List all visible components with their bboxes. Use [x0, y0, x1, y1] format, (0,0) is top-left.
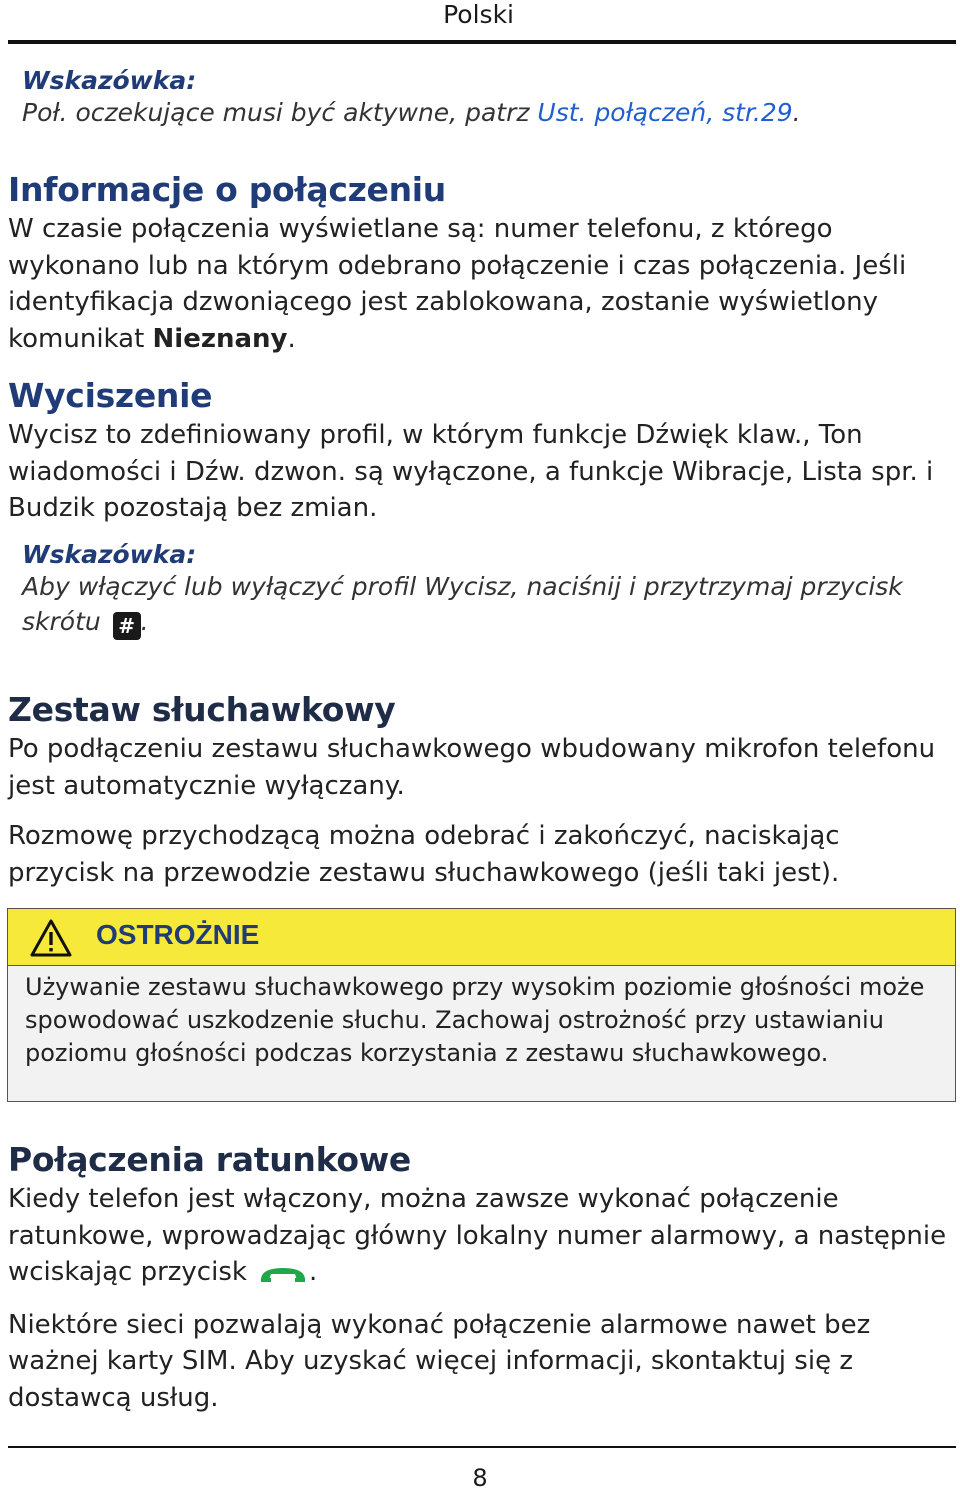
header-language: Polski: [443, 0, 514, 29]
top-rule: [8, 40, 956, 44]
page-number: 8: [472, 1464, 488, 1492]
body-text: Kiedy telefon jest włączony, można zawsze wykonać połączenie ratunkowe, wprowadzając główny lokalny numer alarmowy, a następnie wciskając przycisk: [8, 1184, 947, 1287]
tip-text-before: Poł. oczekujące musi być aktywne, patrz: [22, 98, 538, 127]
section-body: Wycisz to zdefiniowany profil, w którym funkcje Dźwięk klaw., Ton wiadomości i Dźw. dzwon. są wyłączone, a funkcje Wibracje, Lista spr. i Budzik pozostają bez zmian.: [8, 420, 934, 523]
caution-text: Używanie zestawu słuchawkowego przy wysokim poziomie głośności może spowodować uszkodzenie słuchu. Zachowaj ostrożność przy ustawianiu poziomu głośności podczas korzystania z zestawu słuchawkowego.: [25, 973, 925, 1067]
tip-block: [22, 540, 942, 640]
settings-link[interactable]: Ust. połączeń, str.29: [537, 98, 793, 127]
section-title: Zestaw słuchawkowy: [8, 690, 396, 729]
body-text-end: .: [287, 323, 296, 354]
tip-block: [22, 66, 942, 130]
tip-label: Wskazówka:: [22, 66, 197, 95]
tip-text: [22, 569, 942, 640]
tip-text-main: Aby włączyć lub wyłączyć profil Wycisz, naciśnij i przytrzymaj przycisk skrótu: [22, 572, 903, 636]
section-body: Po podłączeniu zestawu słuchawkowego wbudowany mikrofon telefonu jest automatycznie wyłączany.: [8, 734, 936, 801]
unknown-label: Nieznany: [152, 323, 288, 354]
section-call-info: [8, 170, 954, 357]
warning-triangle-icon: [30, 919, 72, 957]
hash-key-icon: #: [113, 612, 141, 640]
call-key-icon: [257, 1260, 309, 1286]
section-title: Wyciszenie: [8, 376, 213, 415]
section-body: Niektóre sieci pozwalają wykonać połączenie alarmowe nawet bez ważnej karty SIM. Aby uzyskać więcej informacji, skontaktuj się z dostawcą usług.: [8, 1309, 871, 1413]
section-body: [8, 1181, 958, 1291]
section-headset: [8, 690, 958, 891]
body-text: W czasie połączenia wyświetlane są: numer telefonu, z którego wykonano lub na którym odebrano połączenie i czas połączenia. Jeśli identyfikacja dzwoniącego jest zablokowana, zostanie wyświetlony komunikat: [8, 214, 907, 354]
tip-text-after: .: [140, 607, 149, 636]
body-text-end: .: [308, 1257, 318, 1287]
section-emergency: [8, 1140, 958, 1416]
section-title: Informacje o połączeniu: [8, 170, 446, 209]
bottom-rule: [8, 1446, 956, 1448]
section-body: [8, 211, 954, 357]
tip-text-after: .: [792, 98, 801, 127]
caution-title: OSTROŻNIE: [96, 919, 260, 950]
caution-header: [8, 909, 955, 966]
section-body: Rozmowę przychodzącą można odebrać i zakończyć, naciskając przycisk na przewodzie zestawu słuchawkowego (jeśli taki jest).: [8, 821, 840, 888]
tip-text: [22, 95, 942, 130]
caution-box: [7, 908, 956, 1102]
section-title: Połączenia ratunkowe: [8, 1140, 411, 1179]
section-silent: [8, 376, 954, 527]
tip-label: Wskazówka:: [22, 540, 197, 569]
